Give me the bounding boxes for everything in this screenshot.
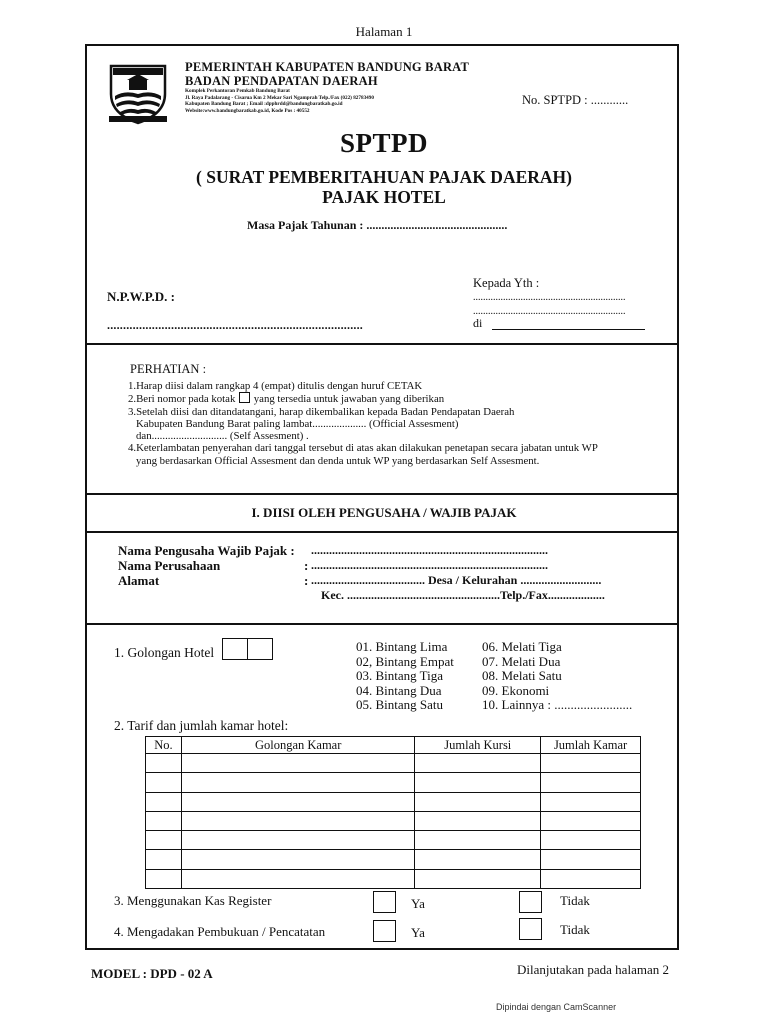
table-cell[interactable] <box>541 869 641 888</box>
agency-name: BADAN PENDAPATAN DAERAH <box>185 74 378 88</box>
hotel-class-option: 09. Ekonomi <box>482 682 550 698</box>
checkbox-icon <box>239 392 250 403</box>
table-cell[interactable] <box>541 811 641 830</box>
hotel-class-option: 08. Melati Satu <box>482 668 562 683</box>
taxpayer-name-label: Nama Pengusaha Wajib Pajak : <box>118 543 295 558</box>
notice-item: 4.Keterlambatan penyerahan dari tanggal tersebut di atas akan dilakukan penetapan secara jabatan untuk WP <box>128 442 598 455</box>
agency-address: Komplek Perkantoran Pemkab Bandung Barat Jl. Raya Padalarang - Cisarua Km 2 Mekar Sari Ngamprah Telp./Fax (022) 82783490 Kabupaten Bandung Barat ; Email :dpphrdd@bandungbaratkab.go.id Website:www.bandungbaratkab.go.id, Kode Pos : 40552 <box>185 88 374 114</box>
address-label: Alamat <box>118 573 160 588</box>
cash-register-yes-checkbox[interactable] <box>373 891 396 913</box>
hotel-class-option: 05. Bintang Satu <box>356 697 444 712</box>
recipient-label: Kepada Yth : <box>473 276 540 290</box>
page-number: Halaman 1 <box>355 24 413 39</box>
recipient-location-label: di <box>473 316 483 330</box>
room-rate-label: 2. Tarif dan jumlah kamar hotel: <box>114 718 289 733</box>
form-model-code: MODEL : DPD - 02 A <box>91 966 213 981</box>
table-row <box>146 831 641 850</box>
taxpayer-name-field[interactable]: ............................................................................... <box>311 543 548 557</box>
table-cell[interactable] <box>181 773 414 792</box>
scanner-watermark: Dipindai dengan CamScanner <box>496 1002 617 1012</box>
cash-register-no-checkbox[interactable] <box>519 891 542 913</box>
no-label: Tidak <box>560 893 590 908</box>
notice-item: yang berdasarkan Official Assesment dan denda untuk WP yang berdasarkan Self Assesment. <box>136 454 540 467</box>
table-row <box>146 811 641 830</box>
table-cell[interactable] <box>181 831 414 850</box>
hotel-class-option: 06. Melati Tiga <box>482 639 562 654</box>
tax-period-field[interactable]: Masa Pajak Tahunan : ............................................... <box>247 218 508 232</box>
table-cell[interactable] <box>415 792 541 811</box>
notice-item: Kabupaten Bandung Barat paling lambat.................... (Official Assesment) <box>136 417 459 430</box>
table-row <box>146 754 641 773</box>
column-header: Jumlah Kursi <box>415 737 541 754</box>
table-cell[interactable] <box>415 850 541 869</box>
hotel-class-box-2[interactable] <box>247 638 273 660</box>
hotel-class-options-right <box>482 640 632 713</box>
table-cell[interactable] <box>541 754 641 773</box>
table-row <box>146 773 641 792</box>
bookkeeping-label: 4. Mengadakan Pembukuan / Pencatatan <box>114 924 326 939</box>
table-row <box>146 869 641 888</box>
form-subtitle: ( SURAT PEMBERITAHUAN PAJAK DAERAH) <box>196 167 572 187</box>
table-cell[interactable] <box>181 754 414 773</box>
company-name-colon: : <box>304 558 309 573</box>
table-cell[interactable] <box>415 773 541 792</box>
npwpd-field[interactable]: ................................................................................ <box>107 318 363 332</box>
notice-item: 1.Harap diisi dalam rangkap 4 (empat) ditulis dengan huruf CETAK <box>128 380 423 392</box>
column-header: Jumlah Kamar <box>541 737 641 754</box>
address-field[interactable]: ...................................... Desa / Kelurahan ........................... <box>311 573 602 587</box>
table-cell[interactable] <box>415 831 541 850</box>
table-cell[interactable] <box>146 831 182 850</box>
table-cell[interactable] <box>541 792 641 811</box>
notice-list <box>128 380 668 467</box>
notice-item: 2.Beri nomor pada kotak yang tersedia untuk jawaban yang diberikan <box>128 393 445 406</box>
district-phone-field[interactable]: Kec. ...................................................Telp./Fax................... <box>321 588 605 602</box>
table-cell[interactable] <box>541 831 641 850</box>
form-title: SPTPD <box>339 128 428 158</box>
hotel-class-option: 01. Bintang Lima <box>356 639 448 654</box>
notice-item: 3.Setelah diisi dan ditandatangani, harap dikembalikan kepada Badan Pendapatan Daerah <box>128 405 515 418</box>
sptpd-number-field[interactable]: No. SPTPD : ............ <box>522 93 629 107</box>
table-cell[interactable] <box>415 811 541 830</box>
table-cell[interactable] <box>181 869 414 888</box>
npwpd-label: N.P.W.P.D. : <box>107 289 175 304</box>
table-cell[interactable] <box>146 792 182 811</box>
hotel-class-option: 10. Lainnya : ........................ <box>482 697 633 712</box>
table-header-row <box>146 737 641 754</box>
company-name-field[interactable]: ............................................................................... <box>311 558 548 572</box>
table-cell[interactable] <box>146 811 182 830</box>
continued-note: Dilanjutakan pada halaman 2 <box>517 962 669 977</box>
notice-item: dan............................ (Self Assesment) . <box>136 430 309 443</box>
recipient-line-1[interactable]: ............................................................. <box>473 292 626 303</box>
column-header: Golongan Kamar <box>181 737 414 754</box>
hotel-class-options-left <box>356 640 454 713</box>
company-name-label: Nama Perusahaan <box>118 558 221 573</box>
room-table <box>145 736 641 889</box>
address-colon: : <box>304 573 309 588</box>
table-row <box>146 850 641 869</box>
table-cell[interactable] <box>146 869 182 888</box>
table-cell[interactable] <box>541 850 641 869</box>
bookkeeping-no-checkbox[interactable] <box>519 918 542 940</box>
table-cell[interactable] <box>181 850 414 869</box>
hotel-class-option: 03. Bintang Tiga <box>356 668 444 683</box>
hotel-class-option: 04. Bintang Dua <box>356 682 442 698</box>
form-tax-type: PAJAK HOTEL <box>322 187 446 207</box>
yes-label: Ya <box>411 896 425 911</box>
regency-emblem-logo <box>105 60 171 126</box>
recipient-line-2[interactable]: ............................................................. <box>473 306 626 317</box>
table-row <box>146 792 641 811</box>
hotel-class-option: 02, Bintang Empat <box>356 653 454 669</box>
government-name: PEMERINTAH KABUPATEN BANDUNG BARAT <box>185 60 470 74</box>
notice-title: PERHATIAN : <box>130 362 207 376</box>
table-cell[interactable] <box>415 754 541 773</box>
table-cell[interactable] <box>146 754 182 773</box>
table-cell[interactable] <box>181 811 414 830</box>
divider <box>85 531 679 533</box>
hotel-class-label: 1. Golongan Hotel <box>114 645 215 660</box>
bookkeeping-yes-checkbox[interactable] <box>373 920 396 942</box>
recipient-location-field[interactable] <box>492 329 645 330</box>
no-label: Tidak <box>560 922 590 937</box>
yes-label: Ya <box>411 925 425 940</box>
divider <box>85 623 679 625</box>
table-cell[interactable] <box>415 869 541 888</box>
section-1-title: I. DIISI OLEH PENGUSAHA / WAJIB PAJAK <box>251 505 517 520</box>
hotel-class-box-1[interactable] <box>222 638 248 660</box>
hotel-class-option: 07. Melati Dua <box>482 653 561 669</box>
table-cell[interactable] <box>146 850 182 869</box>
divider <box>85 343 679 345</box>
cash-register-label: 3. Menggunakan Kas Register <box>114 893 272 908</box>
table-cell[interactable] <box>181 792 414 811</box>
table-cell[interactable] <box>541 773 641 792</box>
table-cell[interactable] <box>146 773 182 792</box>
column-header: No. <box>146 737 182 754</box>
divider <box>85 493 679 495</box>
